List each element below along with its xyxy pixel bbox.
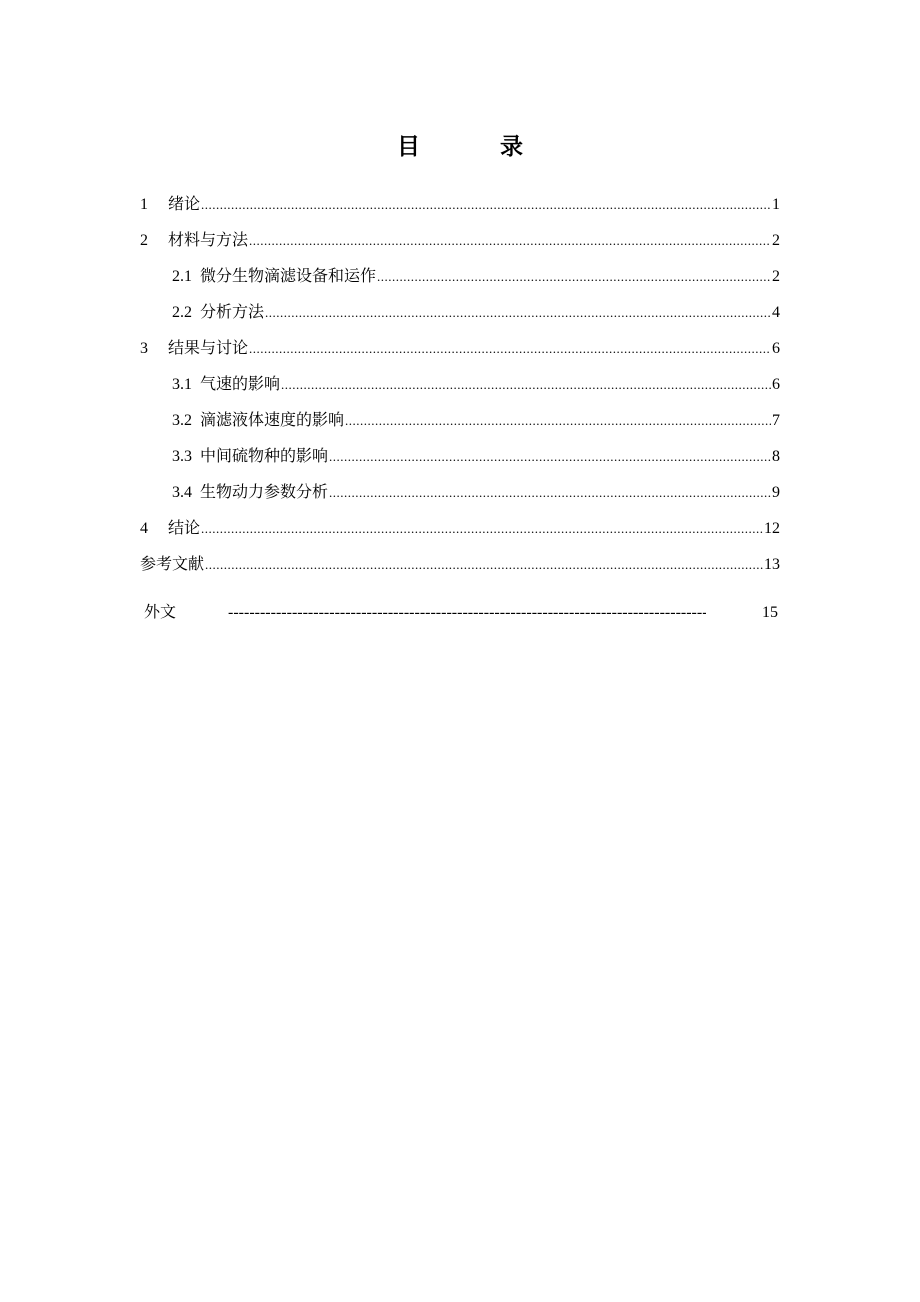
toc-entry-number: 2 — [140, 232, 148, 249]
dot-leader — [345, 403, 771, 439]
toc-entry-1[interactable] — [140, 186, 780, 222]
toc-entry-label: 微分生物滴滤设备和运作 — [200, 266, 377, 285]
toc-entry-3[interactable] — [140, 330, 780, 366]
dot-leader — [265, 295, 771, 331]
toc-entry-4[interactable] — [140, 510, 780, 546]
toc-entry-label: 结果与讨论 — [168, 338, 249, 357]
toc-entry-number: 2.1 — [172, 268, 192, 285]
toc-entry-number: 2.2 — [172, 304, 192, 321]
toc-entry-label: 中间硫物种的影响 — [200, 446, 329, 465]
toc-entry-number: 3.2 — [172, 412, 192, 429]
toc-entry-page: 7 — [772, 412, 780, 429]
toc-entry-number: 4 — [140, 520, 148, 537]
toc-entry-page: 2 — [772, 232, 780, 249]
dot-leader — [281, 367, 771, 403]
toc-entry-3-3[interactable] — [140, 438, 780, 474]
toc-list — [140, 186, 780, 582]
dot-leader — [329, 475, 771, 511]
dot-leader — [249, 223, 771, 259]
page-title: 目 录 — [396, 134, 559, 160]
toc-entry-2-2[interactable] — [140, 294, 780, 330]
toc-entry-label: 外文 — [144, 602, 177, 621]
dash-leader — [228, 597, 706, 629]
toc-entry-label: 材料与方法 — [168, 230, 249, 249]
toc-entry-label: 结论 — [168, 518, 201, 537]
dot-leader — [377, 259, 771, 295]
toc-entry-number: 1 — [140, 196, 148, 213]
toc-entry-3-1[interactable] — [140, 366, 780, 402]
dot-leader — [201, 187, 771, 223]
toc-entry-number: 3.3 — [172, 448, 192, 465]
toc-entry-3-2[interactable] — [140, 402, 780, 438]
toc-entry-page: 4 — [772, 304, 780, 321]
dot-leader — [201, 511, 763, 547]
toc-entry-references[interactable] — [140, 546, 780, 582]
toc-entry-page: 9 — [772, 484, 780, 501]
toc-entry-label: 生物动力参数分析 — [200, 482, 329, 501]
toc-entry-label: 绪论 — [168, 194, 201, 213]
toc-entry-label: 分析方法 — [200, 302, 265, 321]
toc-entry-number: 3.1 — [172, 376, 192, 393]
toc-entry-foreign-text[interactable] — [144, 596, 778, 628]
toc-entry-label: 滴滤液体速度的影响 — [200, 410, 345, 429]
toc-entry-page: 8 — [772, 448, 780, 465]
toc-entry-number: 3 — [140, 340, 148, 357]
toc-entry-page: 2 — [772, 268, 780, 285]
dot-leader — [205, 547, 763, 583]
dot-leader — [249, 331, 771, 367]
toc-entry-3-4[interactable] — [140, 474, 780, 510]
toc-entry-label: 气速的影响 — [200, 374, 281, 393]
toc-entry-number: 3.4 — [172, 484, 192, 501]
toc-entry-page: 12 — [764, 520, 780, 537]
toc-entry-page: 1 — [772, 196, 780, 213]
toc-entry-page: 13 — [764, 556, 780, 573]
toc-entry-page: 15 — [762, 604, 778, 621]
toc-entry-2[interactable] — [140, 222, 780, 258]
toc-entry-2-1[interactable] — [140, 258, 780, 294]
dot-leader — [329, 439, 771, 475]
toc-entry-label: 参考文献 — [140, 554, 205, 573]
toc-entry-page: 6 — [772, 340, 780, 357]
toc-entry-page: 6 — [772, 376, 780, 393]
